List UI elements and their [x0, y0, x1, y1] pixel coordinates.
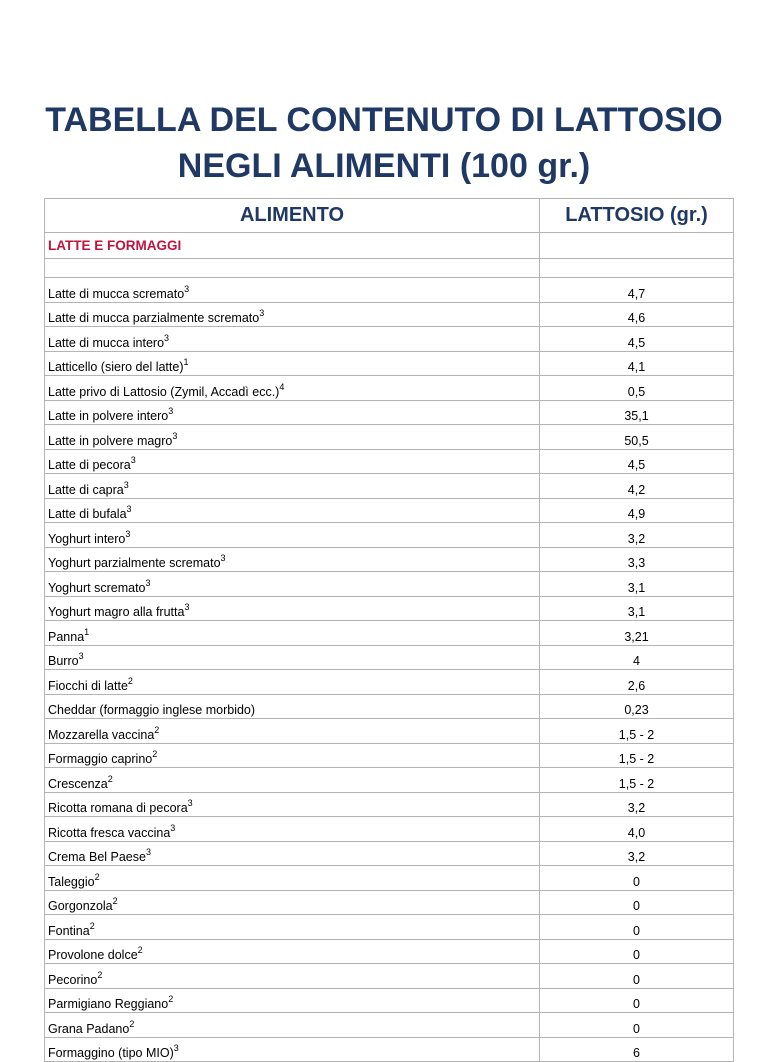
lactose-value: 3,21 — [540, 621, 734, 646]
footnote-ref: 2 — [107, 773, 113, 784]
table-row — [45, 988, 734, 1013]
food-name: Yoghurt scremato — [48, 580, 146, 595]
footnote-ref: 1 — [183, 357, 189, 367]
food-name-cell — [45, 376, 540, 401]
footnote-ref: 4 — [279, 381, 285, 392]
table-header-row — [45, 199, 734, 233]
food-name: Cheddar (formaggio inglese morbido) — [48, 703, 256, 717]
food-name-cell — [45, 1037, 540, 1062]
page-title-line-2: NEGLI ALIMENTI (100 gr.) — [177, 147, 591, 185]
table-row — [45, 768, 734, 793]
lactose-value: 0 — [540, 988, 734, 1013]
footnote-ref: 3 — [220, 553, 226, 563]
lactose-value: 0 — [540, 890, 734, 915]
footnote-ref: 3 — [125, 528, 131, 539]
table-row — [45, 302, 734, 327]
food-name: Latte di mucca intero — [48, 335, 165, 350]
table-row — [45, 621, 734, 646]
lactose-value: 4,2 — [540, 474, 734, 499]
food-name-cell — [45, 792, 540, 817]
lactose-value: 50,5 — [540, 425, 734, 450]
food-name: Provolone dolce — [48, 948, 138, 962]
food-name: Pecorino — [48, 972, 98, 987]
footnote-ref: 3 — [172, 430, 178, 441]
food-name: Latticello (siero del latte) — [48, 360, 184, 374]
lactose-value: 6 — [540, 1037, 734, 1062]
food-name-cell — [45, 645, 540, 670]
lactose-value: 3,1 — [540, 572, 734, 597]
table-row — [45, 890, 734, 915]
food-name: Latte in polvere magro — [48, 433, 173, 448]
lactose-value: 3,2 — [540, 841, 734, 866]
lactose-value: 1,5 - 2 — [540, 719, 734, 744]
food-name: Mozzarella vaccina — [48, 727, 155, 742]
table-row — [45, 915, 734, 940]
food-name: Parmigiano Reggiano — [48, 997, 169, 1011]
food-name: Yoghurt intero — [48, 531, 126, 546]
footnote-ref: 2 — [89, 920, 95, 931]
lactose-value: 4,5 — [540, 327, 734, 352]
footnote-ref: 3 — [130, 455, 136, 465]
table-row — [45, 866, 734, 891]
table-row — [45, 1013, 734, 1038]
lactose-value: 1,5 - 2 — [540, 743, 734, 768]
spacer-cell — [540, 259, 734, 278]
food-name: Latte di mucca scremato — [48, 286, 185, 301]
food-name-cell — [45, 915, 540, 940]
lactose-value: 3,3 — [540, 547, 734, 572]
food-name: Latte in polvere intero — [48, 409, 169, 423]
food-name: Yoghurt parzialmente scremato — [48, 556, 221, 570]
lactose-value: 4,7 — [540, 278, 734, 303]
footnote-ref: 1 — [84, 626, 90, 637]
footnote-ref: 3 — [184, 602, 190, 612]
food-name-cell — [45, 621, 540, 646]
footnote-ref: 3 — [78, 651, 84, 661]
food-name-cell — [45, 302, 540, 327]
lactose-value: 0 — [540, 866, 734, 891]
food-name-cell — [45, 449, 540, 474]
food-name: Formaggio caprino — [48, 752, 153, 766]
food-name-cell — [45, 1013, 540, 1038]
food-name-cell — [45, 278, 540, 303]
table-row — [45, 694, 734, 719]
lactose-value: 0 — [540, 964, 734, 989]
footnote-ref: 2 — [154, 724, 160, 735]
lactose-value: 4 — [540, 645, 734, 670]
food-name-cell — [45, 400, 540, 425]
table-row — [45, 523, 734, 548]
food-name-cell — [45, 719, 540, 744]
page-title — [0, 97, 768, 189]
food-name-cell — [45, 988, 540, 1013]
footnote-ref: 3 — [173, 1043, 179, 1053]
footnote-ref: 2 — [137, 945, 143, 955]
food-name: Ricotta fresca vaccina — [48, 825, 171, 840]
table-row — [45, 596, 734, 621]
food-name-cell — [45, 523, 540, 548]
food-name: Latte di mucca parzialmente scremato — [48, 311, 260, 325]
table-row — [45, 1037, 734, 1062]
food-name: Latte di capra — [48, 482, 124, 497]
food-name-cell — [45, 939, 540, 964]
table-row — [45, 327, 734, 352]
food-name-cell — [45, 474, 540, 499]
lactose-value: 3,1 — [540, 596, 734, 621]
page-title-line-1: TABELLA DEL CONTENUTO DI LATTOSIO — [45, 101, 723, 139]
table-row — [45, 817, 734, 842]
footnote-ref: 3 — [145, 847, 151, 857]
food-name: Formaggino (tipo MIO) — [48, 1046, 174, 1060]
food-name-cell — [45, 498, 540, 523]
lactose-table — [44, 198, 734, 1062]
footnote-ref: 3 — [126, 504, 132, 514]
category-label: LATTE E FORMAGGI — [45, 233, 540, 259]
table-row — [45, 474, 734, 499]
table-row — [45, 939, 734, 964]
lactose-value: 0 — [540, 1013, 734, 1038]
food-name: Burro — [48, 654, 79, 668]
food-name: Grana Padano — [48, 1021, 130, 1036]
food-name: Latte privo di Lattosio (Zymil, Accadì ecc.) — [48, 384, 280, 399]
food-name: Crema Bel Paese — [48, 850, 146, 864]
food-name: Latte di pecora — [48, 458, 131, 472]
food-name-cell — [45, 327, 540, 352]
food-name: Fiocchi di latte — [48, 678, 128, 693]
table-row — [45, 278, 734, 303]
food-name-cell — [45, 964, 540, 989]
table-body — [45, 233, 734, 1062]
lactose-value: 4,5 — [540, 449, 734, 474]
spacer-cell — [45, 259, 540, 278]
food-name-cell — [45, 596, 540, 621]
footnote-ref: 3 — [164, 332, 170, 343]
footnote-ref: 3 — [170, 822, 176, 833]
table-row — [45, 719, 734, 744]
food-name: Fontina — [48, 923, 90, 938]
table-row — [45, 400, 734, 425]
table-row — [45, 792, 734, 817]
lactose-value: 4,0 — [540, 817, 734, 842]
food-name-cell — [45, 817, 540, 842]
food-name-cell — [45, 768, 540, 793]
footnote-ref: 2 — [94, 871, 100, 882]
footnote-ref: 3 — [168, 406, 174, 416]
table-row — [45, 425, 734, 450]
lactose-value: 3,2 — [540, 792, 734, 817]
food-name: Gorgonzola — [48, 899, 113, 913]
table-row — [45, 743, 734, 768]
table-row — [45, 547, 734, 572]
lactose-value: 0 — [540, 939, 734, 964]
food-name: Panna — [48, 629, 85, 644]
food-name: Yoghurt magro alla frutta — [48, 605, 185, 619]
food-name-cell — [45, 890, 540, 915]
food-name-cell — [45, 572, 540, 597]
category-value-cell — [540, 233, 734, 259]
footnote-ref: 2 — [152, 749, 158, 759]
footnote-ref: 2 — [112, 896, 118, 906]
table-row — [45, 498, 734, 523]
table-row — [45, 964, 734, 989]
lactose-value: 0 — [540, 915, 734, 940]
lactose-value: 35,1 — [540, 400, 734, 425]
footnote-ref: 2 — [129, 1018, 135, 1029]
footnote-ref: 2 — [127, 675, 133, 686]
food-name-cell — [45, 670, 540, 695]
lactose-value: 0,5 — [540, 376, 734, 401]
table-row — [45, 841, 734, 866]
table-row — [45, 572, 734, 597]
food-name-cell — [45, 841, 540, 866]
food-name-cell — [45, 547, 540, 572]
food-name-cell — [45, 866, 540, 891]
table-row — [45, 645, 734, 670]
food-name: Ricotta romana di pecora — [48, 801, 188, 815]
column-header-lactose: LATTOSIO (gr.) — [540, 199, 734, 233]
food-name-cell — [45, 694, 540, 719]
lactose-value: 4,1 — [540, 351, 734, 376]
footnote-ref: 3 — [123, 479, 129, 490]
food-name-cell — [45, 743, 540, 768]
food-name-cell — [45, 351, 540, 376]
footnote-ref: 3 — [184, 283, 190, 294]
footnote-ref: 3 — [259, 308, 265, 318]
lactose-value: 4,9 — [540, 498, 734, 523]
food-name: Taleggio — [48, 874, 95, 889]
lactose-value: 2,6 — [540, 670, 734, 695]
column-header-food: ALIMENTO — [45, 199, 540, 233]
table-row — [45, 449, 734, 474]
food-name: Crescenza — [48, 776, 108, 791]
lactose-value: 3,2 — [540, 523, 734, 548]
lactose-value: 4,6 — [540, 302, 734, 327]
table-row — [45, 351, 734, 376]
spacer-row — [45, 259, 734, 278]
table-row — [45, 376, 734, 401]
lactose-value: 0,23 — [540, 694, 734, 719]
category-row — [45, 233, 734, 259]
footnote-ref: 2 — [97, 969, 103, 980]
footnote-ref: 3 — [187, 798, 193, 808]
food-name-cell — [45, 425, 540, 450]
table-row — [45, 670, 734, 695]
footnote-ref: 2 — [168, 994, 174, 1004]
food-name: Latte di bufala — [48, 507, 127, 521]
lactose-value: 1,5 - 2 — [540, 768, 734, 793]
footnote-ref: 3 — [145, 577, 151, 588]
